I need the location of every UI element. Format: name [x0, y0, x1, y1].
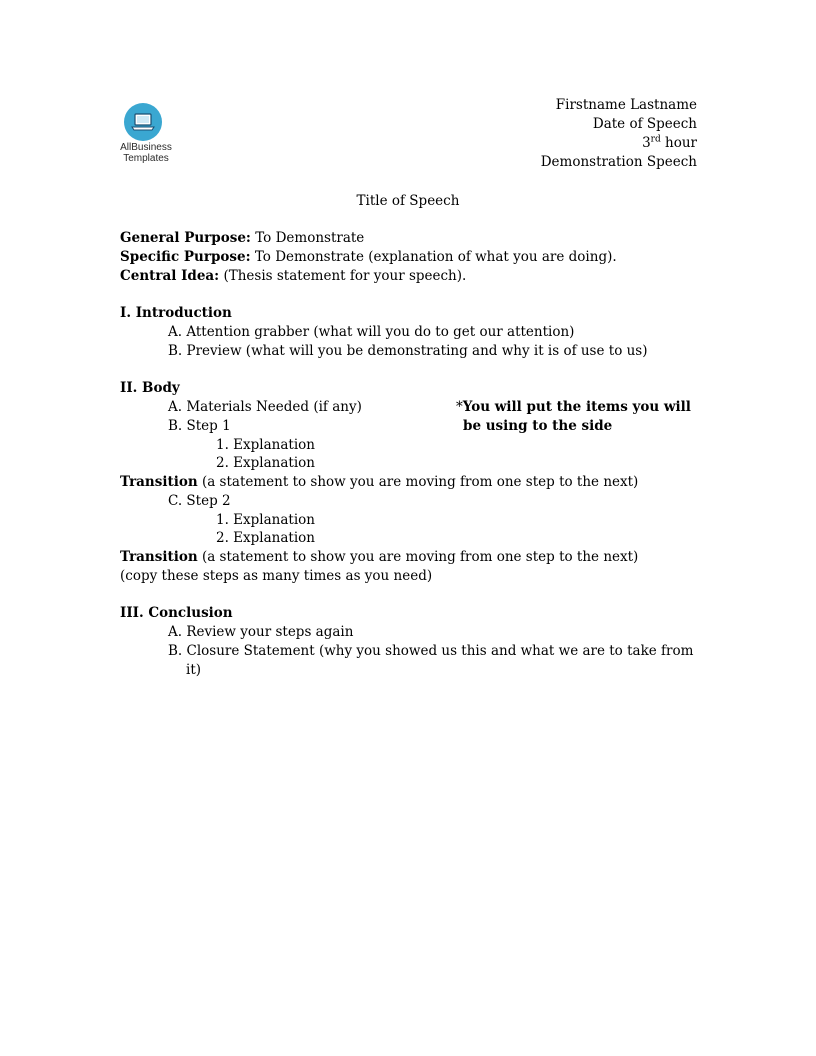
- transition-2: Transition (a statement to show you are moving from one step to the next): [120, 549, 639, 565]
- body-item-c2: 2. Explanation: [216, 530, 315, 546]
- body-item-b1: 1. Explanation: [216, 437, 315, 453]
- conclusion-item-a: A. Review your steps again: [168, 624, 354, 640]
- introduction-heading: I. Introduction: [120, 305, 232, 321]
- introduction-item-b: B. Preview (what will you be demonstrating and why it is of use to us): [168, 343, 648, 359]
- speech-date: Date of Speech: [592, 116, 697, 132]
- conclusion-item-b: B. Closure Statement (why you showed us this and what we are to take from: [168, 643, 694, 659]
- central-idea: Central Idea: (Thesis statement for your speech).: [120, 268, 467, 284]
- company-logo: [116, 103, 176, 167]
- speech-title: Title of Speech: [356, 193, 460, 209]
- specific-purpose: Specific Purpose: To Demonstrate (explanation of what you are doing).: [120, 249, 617, 265]
- body-item-b: B. Step 1: [168, 418, 231, 434]
- header-block: [541, 96, 697, 172]
- logo-line-1: AllBusiness: [120, 142, 172, 153]
- transition-1: Transition (a statement to show you are moving from one step to the next): [120, 474, 639, 490]
- introduction-item-a: A. Attention grabber (what will you do to get our attention): [168, 324, 575, 340]
- logo-line-2: Templates: [123, 153, 169, 164]
- body-item-c: C. Step 2: [168, 493, 231, 509]
- copy-steps-note: (copy these steps as many times as you need): [120, 568, 433, 584]
- logo-text: [116, 142, 176, 164]
- conclusion-heading: III. Conclusion: [120, 605, 233, 621]
- side-note-line-2: be using to the side: [463, 418, 613, 434]
- author-name: Firstname Lastname: [555, 97, 697, 113]
- laptop-icon: [124, 103, 162, 141]
- class-hour: 3rd hour: [642, 134, 697, 151]
- body-item-b2: 2. Explanation: [216, 455, 315, 471]
- speech-type: Demonstration Speech: [540, 154, 697, 170]
- conclusion-item-b-continued: it): [186, 662, 202, 678]
- body-heading: II. Body: [120, 380, 180, 396]
- body-item-c1: 1. Explanation: [216, 512, 315, 528]
- side-note-line-1: *You will put the items you will: [456, 399, 691, 415]
- body-item-a: A. Materials Needed (if any): [168, 399, 362, 415]
- general-purpose: General Purpose: To Demonstrate: [120, 230, 365, 246]
